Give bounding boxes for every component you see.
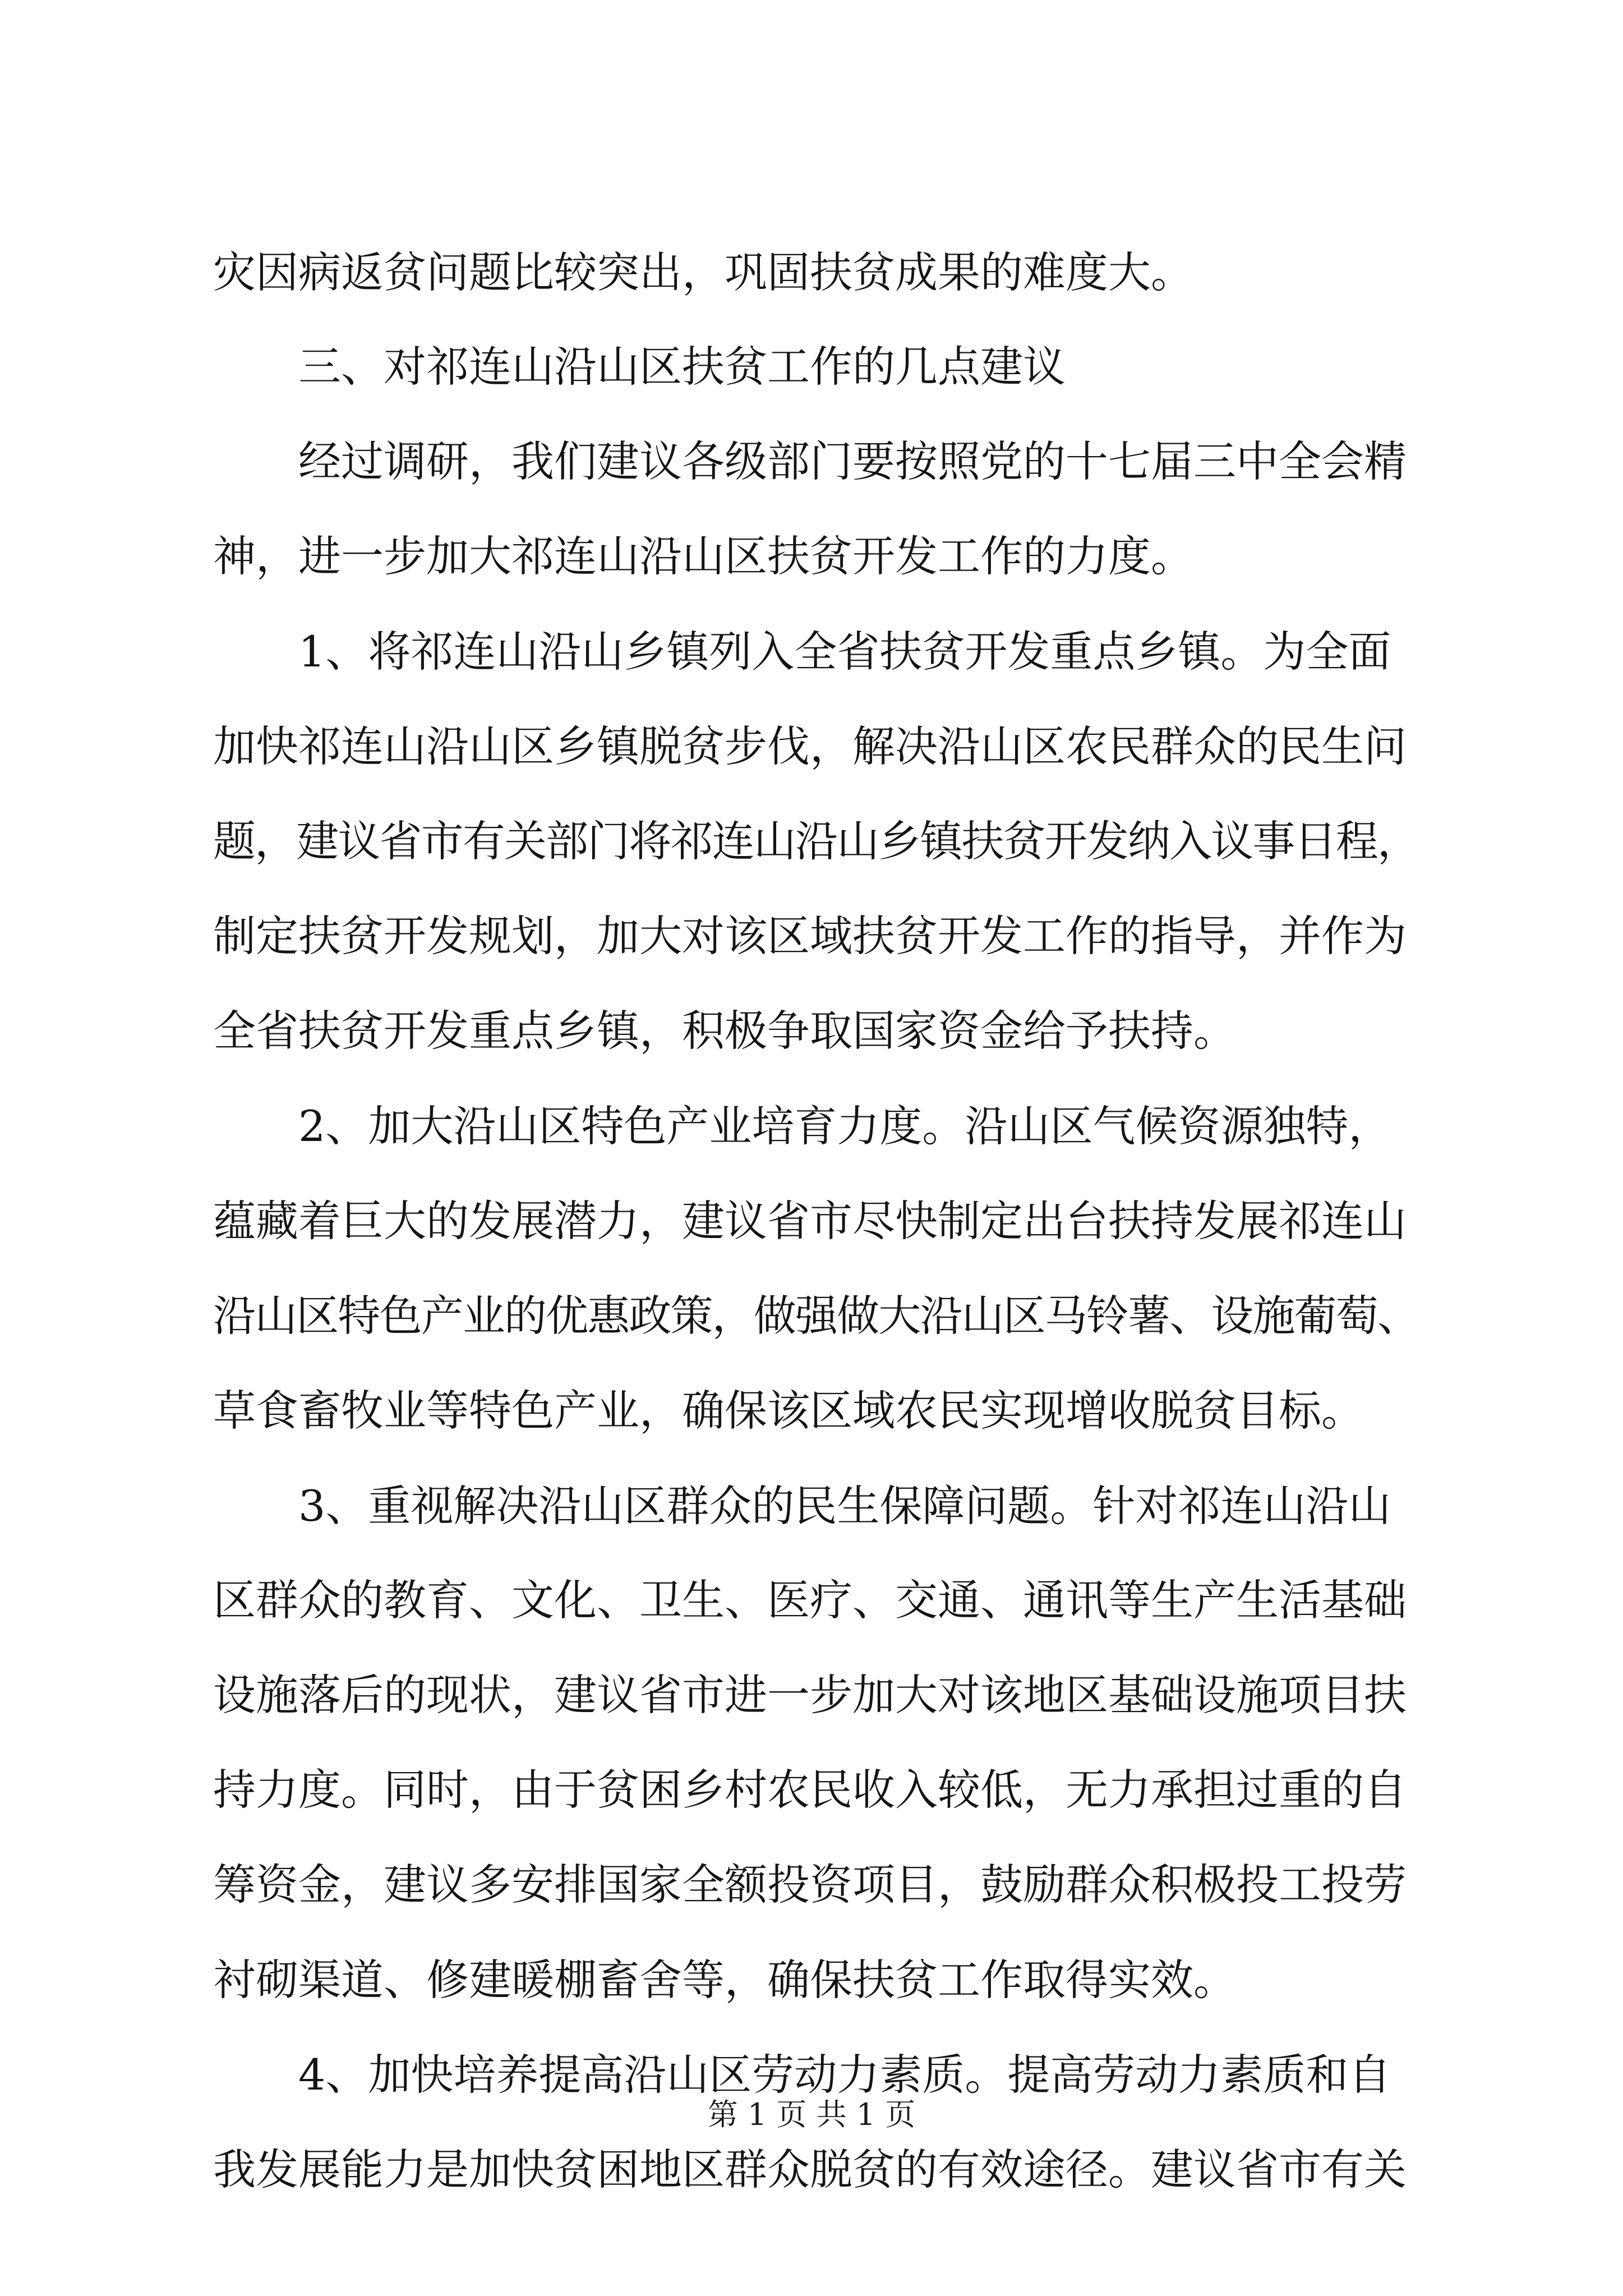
text-line: 题，建议省市有关部门将祁连山沿山乡镇扶贫开发纳入议事日程， <box>213 816 1419 866</box>
text-line: 三、对祁连山沿山区扶贫工作的几点建议 <box>298 342 1066 392</box>
text-line: 我发展能力是加快贫困地区群众脱贫的有效途径。建议省市有关 <box>213 2145 1407 2194</box>
text-line: 神，进一步加大祁连山沿山区扶贫开发工作的力度。 <box>213 531 1193 581</box>
text-line: 2、加大沿山区特色产业培育力度。沿山区气候资源独特， <box>298 1101 1391 1151</box>
text-line: 制定扶贫开发规划，加大对该区域扶贫开发工作的指导，并作为 <box>213 911 1407 961</box>
text-line: 灾因病返贫问题比较突出，巩固扶贫成果的难度大。 <box>213 247 1193 297</box>
page-footer: 第 1 页 共 1 页 <box>707 2097 916 2132</box>
text-line: 衬砌渠道、修建暖棚畜舍等，确保扶贫工作取得实效。 <box>213 1955 1236 2005</box>
text-line: 全省扶贫开发重点乡镇，积极争取国家资金给予扶持。 <box>213 1006 1236 1056</box>
text-line: 1、将祁连山沿山乡镇列入全省扶贫开发重点乡镇。为全面 <box>298 627 1391 677</box>
text-line: 经过调研，我们建议各级部门要按照党的十七届三中全会精 <box>298 436 1407 486</box>
text-line: 3、重视解决沿山区群众的民生保障问题。针对祁连山沿山 <box>298 1481 1391 1531</box>
text-line: 设施落后的现状，建议省市进一步加大对该地区基础设施项目扶 <box>213 1670 1407 1720</box>
text-line: 加快祁连山沿山区乡镇脱贫步伐，解决沿山区农民群众的民生问 <box>213 721 1407 771</box>
text-line: 区群众的教育、文化、卫生、医疗、交通、通讯等生产生活基础 <box>213 1575 1407 1625</box>
text-line: 4、加快培养提高沿山区劳动力素质。提高劳动力素质和自 <box>298 2050 1391 2100</box>
text-line: 草食畜牧业等特色产业，确保该区域农民实现增收脱贫目标。 <box>213 1386 1364 1435</box>
text-line: 蕴藏着巨大的发展潜力，建议省市尽快制定出台扶持发展祁连山 <box>213 1196 1407 1246</box>
text-line: 筹资金，建议多安排国家全额投资项目，鼓励群众积极投工投劳 <box>213 1860 1407 1910</box>
text-line: 持力度。同时，由于贫困乡村农民收入较低，无力承担过重的自 <box>213 1765 1407 1815</box>
text-line: 沿山区特色产业的优惠政策，做强做大沿山区马铃薯、设施葡萄、 <box>213 1291 1419 1341</box>
